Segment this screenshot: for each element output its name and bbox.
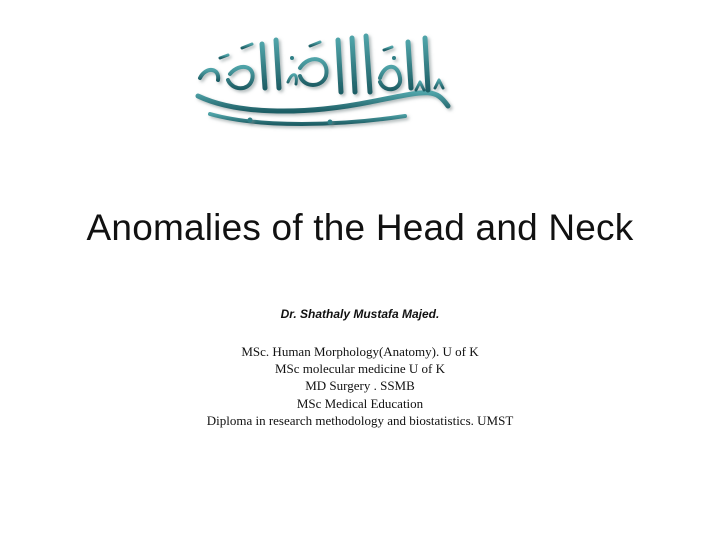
credential-item: Diploma in research methodology and biostatistics. UMST [206,412,514,428]
slide-title: Anomalies of the Head and Neck [86,207,634,248]
credential-item: MSc molecular medicine U of K [274,361,446,377]
credential-item: MD Surgery . SSMB [305,378,415,394]
credential-item: MSc Medical Education [296,395,424,411]
credentials-list [0,343,720,429]
author-name: Dr. Shathaly Mustafa Majed. [280,307,440,321]
bismillah-calligraphy-icon [180,18,460,138]
credential-item: MSc. Human Morphology(Anatomy). U of K [241,344,479,359]
